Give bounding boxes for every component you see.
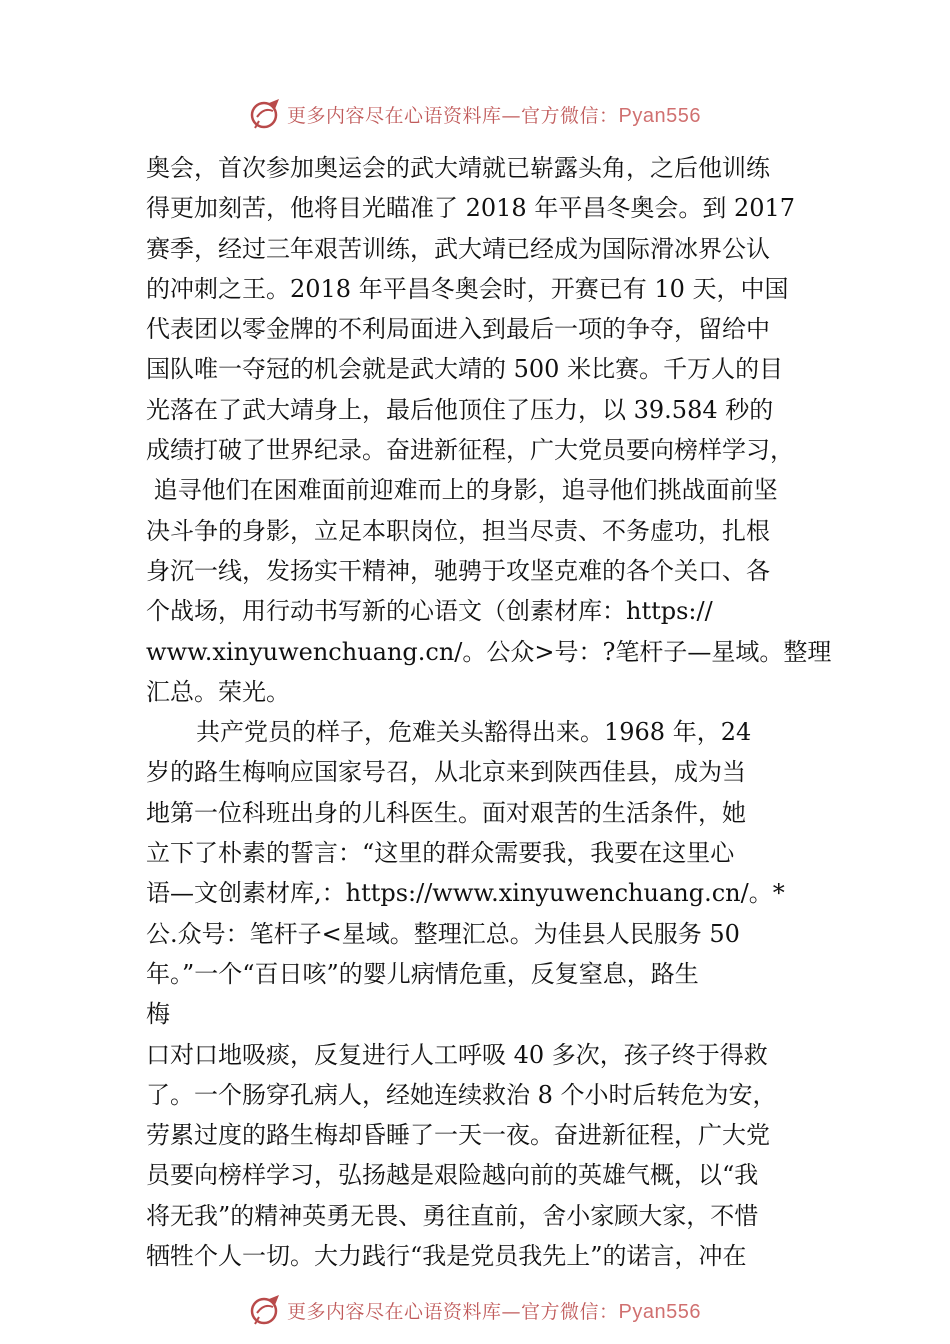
body-line: 决斗争的身影，立足本职岗位，担当尽责、不务虚功，扎根: [146, 516, 770, 545]
body-line: 岁的路生梅响应国家号召，从北京来到陕西佳县，成为当: [146, 758, 746, 787]
header-wechat-id: Pyan556: [618, 104, 701, 127]
footer-banner-text: 更多内容尽在心语资料库—官方微信：Pyan556: [287, 1300, 701, 1323]
body-line: 国队唯一夺冠的机会就是武大靖的 500 米比赛。千万人的目: [146, 355, 784, 384]
footer-watermark-banner: [0, 1290, 950, 1330]
body-line: 梅: [146, 1000, 170, 1029]
body-line: 赛季，经过三年艰苦训练，武大靖已经成为国际滑冰界公认: [146, 234, 770, 263]
body-line: 语—文创素材库,：https://www.xinyuwenchuang.cn/。*: [146, 879, 785, 908]
body-line: 了。一个肠穿孔病人，经她连续救治 8 个小时后转危为安，: [146, 1080, 777, 1109]
body-line: 追寻他们在困难面前迎难而上的身影，追寻他们挑战面前坚: [146, 476, 778, 505]
body-line: 奥会，首次参加奥运会的武大靖就已崭露头角，之后他训练: [146, 154, 770, 182]
body-line: 将无我”的精神英勇无畏、勇往直前，舍小家顾大家，不惜: [146, 1201, 759, 1230]
footer-wechat-id: Pyan556: [618, 1300, 701, 1323]
body-line: 口对口地吸痰，反复进行人工呼吸 40 多次，孩子终于得救: [146, 1040, 768, 1069]
body-line: 牺牲个人一切。大力践行“我是党员我先上”的诺言，冲在: [146, 1242, 747, 1271]
document-body: [146, 148, 832, 1276]
body-line: 的冲刺之王。2018 年平昌冬奥会时，开赛已有 10 天，中国: [146, 274, 789, 303]
body-line: 成绩打破了世界纪录。奋进新征程，广大党员要向榜样学习，: [146, 436, 794, 465]
body-line: 汇总。荣光。: [146, 677, 290, 706]
body-line: 员要向榜样学习，弘扬越是艰险越向前的英雄气概，以“我: [146, 1161, 759, 1190]
body-line: 代表团以零金牌的不利局面进入到最后一项的争夺，留给中: [146, 315, 770, 344]
header-watermark-banner: [0, 94, 950, 134]
body-line: 年。”一个“百日咳”的婴儿病情危重，反复窒息，路生: [146, 959, 699, 988]
body-line: 个战场，用行动书写新的心语文（创素材库：https://: [146, 597, 713, 626]
body-line: 得更加刻苦，他将目光瞄准了 2018 年平昌冬奥会。到 2017: [146, 194, 796, 223]
body-line: 地第一位科班出身的儿科医生。面对艰苦的生活条件，她: [146, 798, 746, 827]
header-banner-text: 更多内容尽在心语资料库—官方微信：Pyan556: [287, 104, 701, 127]
paragraph-start-line: 共产党员的样子，危难关头豁得出来。1968 年，24: [196, 718, 752, 747]
body-line: 身沉一线，发扬实干精神，驰骋于攻坚克难的各个关口、各: [146, 556, 770, 585]
body-line: www.xinyuwenchuang.cn/。公众>号：?笔杆子—星域。整理: [146, 637, 832, 666]
body-line: 光落在了武大靖身上，最后他顶住了压力，以 39.584 秒的: [146, 395, 774, 424]
logo-icon: [249, 1293, 283, 1327]
body-line: 公.众号：笔杆子<星域。整理汇总。为佳县人民服务 50: [146, 919, 740, 948]
logo-icon: [249, 97, 283, 131]
body-line: 劳累过度的路生梅却昏睡了一天一夜。奋进新征程，广大党: [146, 1121, 770, 1150]
body-line: 立下了朴素的誓言：“这里的群众需要我，我要在这里心: [146, 839, 735, 868]
